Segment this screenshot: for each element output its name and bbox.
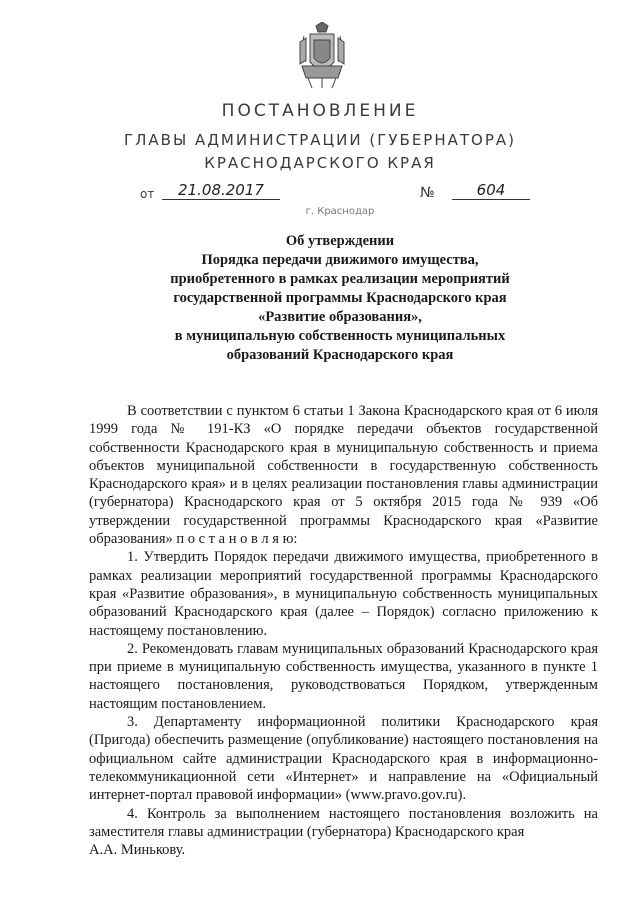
preamble-paragraph: В соответствии с пунктом 6 статьи 1 Закона Краснодарского края от 6 июля 1999 года № 191-КЗ «О порядке передачи объектов государственной собственности Краснодарского края в муниципальную собственность и приема объектов муниципальной собственности в государственную собственность Краснодарского края» и в целях реализации постановления главы администрации (губернатора) Краснодарского края от 5 октября 2015 года № 939 «Об утверждении государственной программы Краснодарского края «Развитие образования» п о с т а н о в л я ю: (89, 403, 598, 548)
document-number: 604 (452, 181, 530, 200)
document-body (89, 402, 598, 859)
clause-4-paragraph: 4. Контроль за выполнением настоящего постановления возложить на заместителя главы администрации (губернатора) Краснодарского края (89, 805, 598, 840)
date-number-line (140, 183, 540, 207)
title-line: Порядка передачи движимого имущества, (201, 252, 479, 268)
date-from-label: от (140, 187, 155, 201)
city-name: г. Краснодар (305, 206, 375, 217)
clause-1-paragraph: 1. Утвердить Порядок передачи движимого имущества, приобретенного в рамках реализации мероприятий государственной программы Краснодарского края «Развитие образования», в муниципальную собственность муниципальных образований Краснодарского края (далее – Порядок) согласно приложению к настоящему постановлению. (89, 549, 598, 639)
title-line: приобретенного в рамках реализации мероприятий (170, 271, 510, 287)
document-type-heading: ПОСТАНОВЛЕНИЕ (221, 101, 419, 121)
title-line: Об утверждении (285, 233, 395, 249)
document-date: 21.08.2017 (162, 181, 280, 200)
document-title (120, 232, 560, 365)
title-line: «Развитие образования», (258, 309, 422, 325)
clause-4-continuation: А.А. Минькову. (89, 842, 186, 859)
region-heading: КРАСНОДАРСКОГО КРАЯ (204, 154, 436, 172)
title-line: в муниципальную собственность муниципальных (174, 328, 506, 344)
clause-2-paragraph: 2. Рекомендовать главам муниципальных образований Краснодарского края при приеме в муниципальную собственность имущества, указанного в пункте 1 настоящего постановления, руководствоваться Порядком, утвержденным настоящим постановлением. (89, 640, 598, 712)
issuer-heading: ГЛАВЫ АДМИНИСТРАЦИИ (ГУБЕРНАТОРА) (123, 131, 517, 149)
number-label: № (420, 185, 435, 201)
title-line: образований Краснодарского края (226, 347, 454, 363)
title-line: государственной программы Краснодарского края (173, 290, 507, 306)
clause-3-paragraph: 3. Департаменту информационной политики Краснодарского края (Пригода) обеспечить размещение (опубликование) настоящего постановления на официальном сайте администрации Краснодарского края в информационно-телекоммуникационной сети «Интернет» и направление на «Официальный интернет-портал правовой информации» (www.pravo.gov.ru). (89, 714, 598, 804)
coat-of-arms-emblem (298, 22, 346, 90)
